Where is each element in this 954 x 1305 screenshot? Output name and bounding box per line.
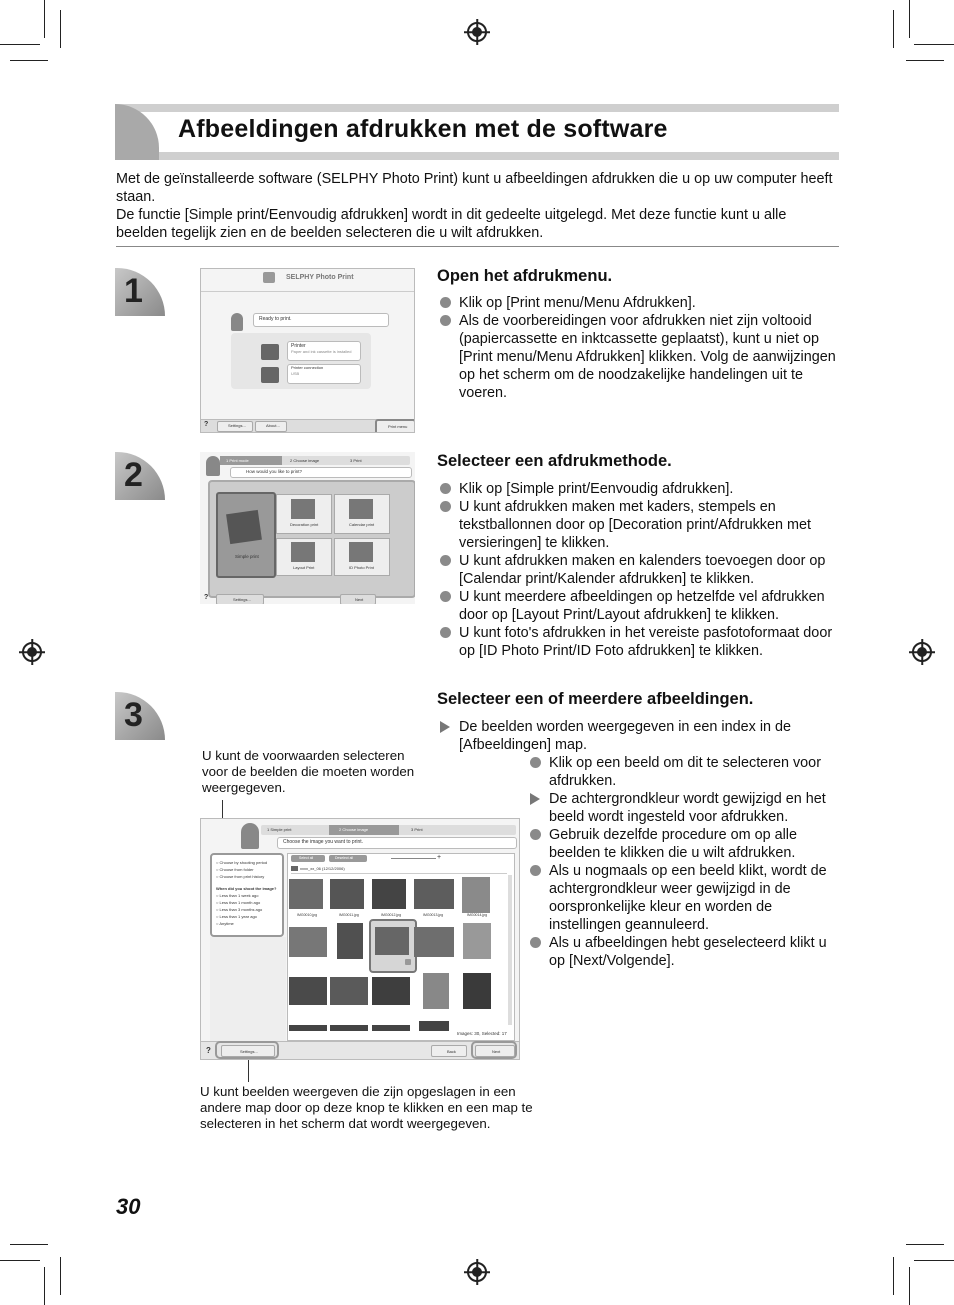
thumbnail[interactable] <box>463 973 491 1009</box>
calendar-print-button[interactable]: Calendar print <box>334 494 390 534</box>
assistant-icon <box>241 823 259 849</box>
screenshot-choose-image <box>200 818 520 1060</box>
radio-option[interactable]: ○ Less than 3 months ago <box>216 907 263 912</box>
thumbnail[interactable] <box>462 877 490 913</box>
list-item: Als de voorbereidingen voor afdrukken niet zijn voltooid (papiercassette en inktcassette geplaatst), kunt u niet op [Print menu/Menu Afdrukken] klikken. Volg de aanwijzingen op het scherm om de noodzakelijke handelingen uit te voeren. <box>437 312 839 402</box>
radio-option[interactable]: ○ Less than 1 week ago <box>216 893 259 898</box>
filename: IMG0010.jpg <box>297 913 318 917</box>
decoration-print-button[interactable]: Decoration print <box>276 494 332 534</box>
step-number: 2 <box>124 456 143 494</box>
filename: IMG0011.jpg <box>339 913 359 917</box>
radio-option[interactable]: ○ Anytime <box>216 921 234 926</box>
intro-paragraph: De functie [Simple print/Eenvoudig afdrukken] wordt in dit gedeelte uitgelegd. Met deze functie kunt u alle beelden tegelijk zien en de beelden selecteren die u wilt afdrukken. <box>116 207 787 241</box>
callout-folder: U kunt beelden weergeven die zijn opgeslagen in een andere map door op deze knop te klikken en een map te selecteren in het scherm dat wordt weergegeven. <box>200 1084 533 1131</box>
photo-icon <box>226 510 262 544</box>
thumbnail[interactable] <box>289 977 327 1005</box>
crumb: 2 Choose image <box>290 458 320 463</box>
registration-mark <box>467 1262 487 1282</box>
callout-conditions: U kunt de voorwaarden selecteren voor de beelden die moeten worden weergegeven. <box>202 748 415 795</box>
list-item: U kunt foto's afdrukken in het vereiste pasfotoformaat door op [ID Photo Print/ID Foto afdrukken] te klikken. <box>437 624 839 660</box>
instruction-text: Choose the image you want to print. <box>283 839 364 845</box>
list-item: U kunt afdrukken maken en kalenders toevoegen door op [Calendar print/Kalender afdrukken] te klikken. <box>437 552 839 588</box>
assistant-icon <box>206 456 220 476</box>
intro-text <box>116 170 840 242</box>
screenshot-print-method <box>200 452 415 604</box>
crumb: 2 Choose image <box>339 827 369 832</box>
crumb: 1 Simple print <box>267 827 292 832</box>
settings-button[interactable]: Settings... <box>216 594 264 604</box>
thumbnail[interactable] <box>372 1025 410 1031</box>
thumbnail[interactable] <box>330 879 364 909</box>
list-item: Als u nogmaals op een beeld klikt, wordt de achtergrondkleur weer gewijzigd in de oorspronkelijke kleur en worden de instellingen geannuleerd. <box>527 862 839 934</box>
printer-label: Printer <box>291 343 306 349</box>
filename: IMG0014.jpg <box>467 913 488 917</box>
thumbnail[interactable] <box>414 879 454 909</box>
radio-option[interactable]: ○ Less than 1 month ago <box>216 900 261 905</box>
simple-print-button[interactable]: Simple print <box>216 492 276 578</box>
back-button[interactable]: Back <box>431 1045 467 1057</box>
folder-path: xxxx_xx_06 (12/12/2006) <box>300 866 345 871</box>
ready-text: Ready to print. <box>259 316 292 322</box>
printer-value: Paper and ink cassette is installed <box>291 349 352 354</box>
id-photo-print-button[interactable]: ID Photo Print <box>334 538 390 576</box>
scrollbar[interactable] <box>508 875 512 1025</box>
computer-icon <box>261 367 279 383</box>
thumbnail[interactable] <box>330 1025 368 1031</box>
about-button[interactable]: About... <box>255 421 287 432</box>
thumbnail[interactable] <box>330 977 368 1005</box>
list-item: Klik op [Print menu/Menu Afdrukken]. <box>437 294 839 312</box>
next-button[interactable]: Next <box>340 594 376 604</box>
step-number: 3 <box>124 696 143 734</box>
thumbnail[interactable] <box>289 879 323 909</box>
list-item: Klik op [Simple print/Eenvoudig afdrukken]. <box>437 480 839 498</box>
settings-button[interactable]: Settings... <box>217 421 253 432</box>
step-number: 1 <box>124 272 143 310</box>
next-button[interactable]: Next <box>475 1045 515 1057</box>
thumbnail[interactable] <box>337 923 363 959</box>
select-all-button[interactable]: Select all <box>291 855 325 862</box>
page-number: 30 <box>116 1194 141 1219</box>
registration-mark <box>467 22 487 42</box>
folder-icon <box>291 866 298 871</box>
connection-label: Printer connection <box>291 365 324 370</box>
thumbnail[interactable] <box>419 1021 449 1031</box>
list-item: De achtergrondkleur wordt gewijzigd en het beeld wordt ingesteld voor afdrukken. <box>527 790 839 826</box>
page-title: Afbeeldingen afdrukken met de software <box>178 115 668 143</box>
filename: IMG0013.jpg <box>423 913 444 917</box>
step-heading: Selecteer een of meerdere afbeeldingen. <box>437 690 754 708</box>
status-text: Images: 30, Selected: 17 <box>457 1031 507 1036</box>
layout-print-button[interactable]: Layout Print <box>276 538 332 576</box>
calendar-icon <box>349 499 373 519</box>
thumbnail[interactable] <box>289 1025 327 1031</box>
app-icon <box>263 272 275 283</box>
help-icon[interactable]: ? <box>206 1046 211 1055</box>
thumbnail[interactable] <box>463 923 491 959</box>
radio-option[interactable]: ○ Choose from folder <box>216 867 254 872</box>
step-heading: Selecteer een afdrukmethode. <box>437 452 672 470</box>
connection-value: USB <box>291 371 300 376</box>
layout-icon <box>291 542 315 562</box>
question-text: How would you like to print? <box>246 469 303 474</box>
registration-mark <box>22 642 42 662</box>
app-title: SELPHY Photo Print <box>286 274 354 281</box>
callout-line <box>248 1058 249 1082</box>
step-list <box>437 294 839 402</box>
list-item: Als u afbeeldingen hebt geselecteerd klikt u op [Next/Volgende]. <box>527 934 839 970</box>
deselect-all-button[interactable]: Deselect all <box>329 855 367 862</box>
screenshot-print-menu <box>200 268 415 433</box>
assistant-icon <box>231 313 243 331</box>
crumb: 1 Print mode <box>226 458 249 463</box>
help-icon[interactable]: ? <box>204 421 209 428</box>
intro-paragraph: Met de geïnstalleerde software (SELPHY Photo Print) kunt u afbeeldingen afdrukken die u op uw computer heeft staan. <box>116 171 833 205</box>
zoom-in-icon[interactable]: + <box>437 854 442 861</box>
check-icon <box>405 959 411 965</box>
registration-mark <box>912 642 932 662</box>
print-menu-button[interactable]: Print menu <box>375 419 415 433</box>
filename: IMG0012.jpg <box>381 913 402 917</box>
list-item: Klik op een beeld om dit te selecteren voor afdrukken. <box>527 754 839 790</box>
list-item: U kunt afdrukken maken met kaders, stempels en tekstballonnen door op [Decoration print/Afdrukken met versieringen] te klikken. <box>437 498 839 552</box>
radio-option[interactable]: ○ Choose from print history <box>216 874 265 879</box>
step-list <box>437 480 839 660</box>
step-heading: Open het afdrukmenu. <box>437 267 613 285</box>
when-label: When did you shoot the image? <box>216 886 277 891</box>
photo-icon <box>291 499 315 519</box>
printer-icon <box>261 344 279 360</box>
settings-button[interactable]: Settings... <box>221 1045 275 1057</box>
radio-option[interactable]: ○ Less than 1 year ago <box>216 914 257 919</box>
thumbnail[interactable] <box>289 927 327 957</box>
crumb: 3 Print <box>350 458 362 463</box>
thumbnail[interactable] <box>372 977 410 1005</box>
list-item: De beelden worden weergegeven in een index in de [Afbeeldingen] map. <box>437 718 839 754</box>
zoom-slider[interactable] <box>391 858 436 859</box>
thumbnail[interactable] <box>414 927 454 957</box>
radio-option[interactable]: ○ Choose by shooting period <box>216 860 268 865</box>
divider <box>116 246 839 247</box>
help-icon[interactable]: ? <box>204 594 209 601</box>
crumb: 3 Print <box>411 827 423 832</box>
step-sublist <box>527 754 839 970</box>
condition-panel <box>210 853 284 937</box>
thumbnail-selected[interactable] <box>369 919 417 973</box>
list-item: Gebruik dezelfde procedure om op alle beelden te klikken die u wilt afdrukken. <box>527 826 839 862</box>
list-item: U kunt meerdere afbeeldingen op hetzelfde vel afdrukken door op [Layout Print/Layout afdrukken] te klikken. <box>437 588 839 624</box>
id-photo-icon <box>349 542 373 562</box>
thumbnail[interactable] <box>372 879 406 909</box>
step-list <box>437 718 839 754</box>
thumbnail[interactable] <box>423 973 449 1009</box>
